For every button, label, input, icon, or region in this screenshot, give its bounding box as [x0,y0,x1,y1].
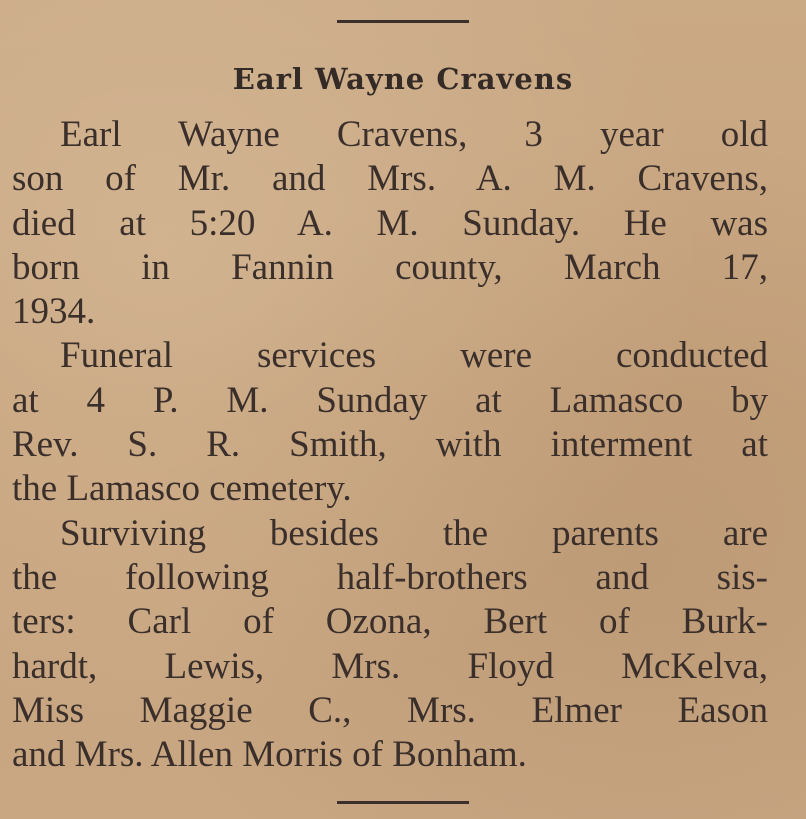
text-line: at 4 P. M. Sunday at Lamasco by [12,379,768,421]
text-line: the Lamasco cemetery. [12,468,352,510]
text-line: son of Mr. and Mrs. A. M. Cravens, [12,158,768,200]
text-line: Miss Maggie C., Mrs. Elmer Eason [12,689,768,731]
text-line: born in Fannin county, March 17, [12,246,768,288]
bottom-rule [337,801,469,804]
article-body [12,113,768,777]
text-line: Surviving besides the parents are [60,512,768,554]
text-line: died at 5:20 A. M. Sunday. He was [12,202,768,244]
text-line: Rev. S. R. Smith, with interment at [12,424,768,466]
text-line: and Mrs. Allen Morris of Bonham. [12,734,527,776]
text-line: Earl Wayne Cravens, 3 year old [60,114,768,155]
text-line: ters: Carl of Ozona, Bert of Burk- [12,601,768,643]
text-line: Funeral services were conducted [60,335,768,377]
text-line: 1934. [12,291,96,333]
top-rule [337,20,469,23]
text-line: hardt, Lewis, Mrs. Floyd McKelva, [12,645,768,687]
text-line: the following half-brothers and sis- [12,556,768,598]
headline: Earl Wayne Cravens [232,62,574,96]
